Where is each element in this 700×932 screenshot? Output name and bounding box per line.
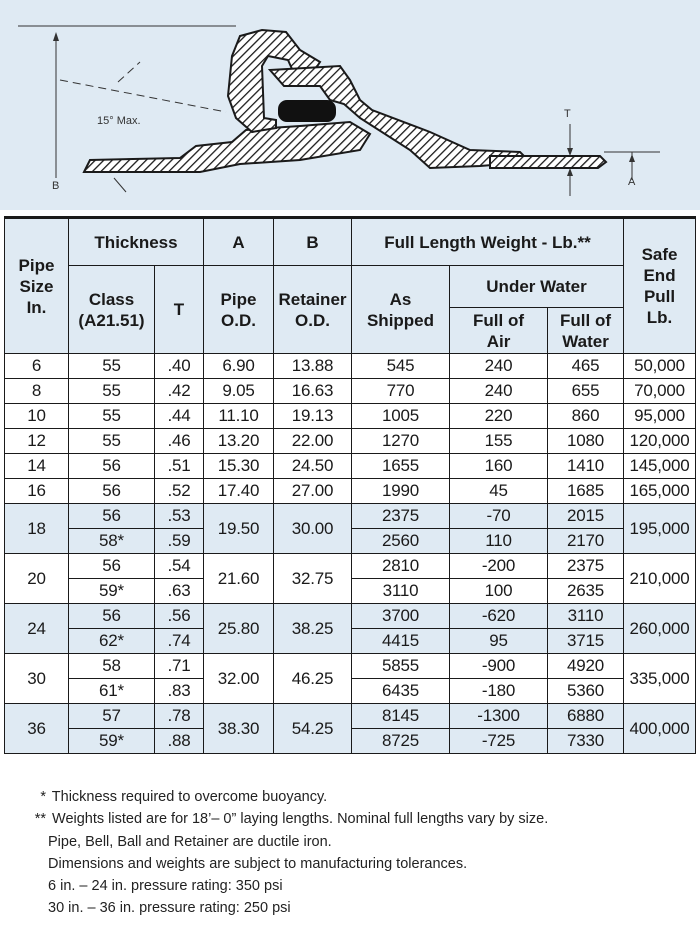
- cell-as-shipped: 2375: [352, 504, 450, 529]
- cell-full-of-air: -180: [450, 679, 548, 704]
- cell-full-of-water: 5360: [548, 679, 624, 704]
- table-row: [5, 404, 696, 429]
- cell-class: 56: [69, 604, 155, 629]
- cell-as-shipped: 1655: [352, 454, 450, 479]
- cell-t: .83: [155, 679, 204, 704]
- cell-class: 56: [69, 554, 155, 579]
- cell-as-shipped: 6435: [352, 679, 450, 704]
- cell-as-shipped: 8145: [352, 704, 450, 729]
- header-t: T: [155, 266, 204, 354]
- table-row: [5, 479, 696, 504]
- cell-pipe-od: 6.90: [204, 354, 274, 379]
- cell-class: 56: [69, 479, 155, 504]
- cell-pipe-od: 13.20: [204, 429, 274, 454]
- table-row: [5, 354, 696, 379]
- cell-pipe-size: 36: [5, 704, 69, 754]
- cell-class: 56: [69, 504, 155, 529]
- cell-safe-end-pull: 120,000: [624, 429, 696, 454]
- table-row: [5, 554, 696, 579]
- header-thickness: Thickness: [69, 218, 204, 266]
- table-header: [5, 218, 696, 354]
- cell-full-of-air: 155: [450, 429, 548, 454]
- cell-full-of-air: 240: [450, 379, 548, 404]
- cell-safe-end-pull: 95,000: [624, 404, 696, 429]
- header-pipe-size: Pipe Size In.: [5, 218, 69, 354]
- cell-t: .52: [155, 479, 204, 504]
- cell-pipe-size: 30: [5, 654, 69, 704]
- cell-as-shipped: 1990: [352, 479, 450, 504]
- cell-as-shipped: 545: [352, 354, 450, 379]
- cell-t: .63: [155, 579, 204, 604]
- header-as-shipped: As Shipped: [352, 266, 450, 354]
- cell-retainer-od: 30.00: [274, 504, 352, 554]
- cell-full-of-water: 1685: [548, 479, 624, 504]
- cell-full-of-water: 7330: [548, 729, 624, 754]
- cell-t: .46: [155, 429, 204, 454]
- cell-t: .71: [155, 654, 204, 679]
- cell-pipe-size: 10: [5, 404, 69, 429]
- cell-full-of-water: 4920: [548, 654, 624, 679]
- cell-pipe-od: 19.50: [204, 504, 274, 554]
- cell-full-of-air: 160: [450, 454, 548, 479]
- cell-class: 58*: [69, 529, 155, 554]
- table-row: [5, 454, 696, 479]
- cell-pipe-od: 11.10: [204, 404, 274, 429]
- cell-retainer-od: 19.13: [274, 404, 352, 429]
- cell-retainer-od: 27.00: [274, 479, 352, 504]
- cell-safe-end-pull: 400,000: [624, 704, 696, 754]
- cell-pipe-od: 32.00: [204, 654, 274, 704]
- table-row: [5, 504, 696, 529]
- dimension-b-label: B: [52, 180, 60, 192]
- cell-as-shipped: 2560: [352, 529, 450, 554]
- cell-pipe-size: 20: [5, 554, 69, 604]
- cell-class: 56: [69, 454, 155, 479]
- cell-as-shipped: 770: [352, 379, 450, 404]
- header-retainer-od: Retainer O.D.: [274, 266, 352, 354]
- cell-class: 55: [69, 379, 155, 404]
- cell-as-shipped: 2810: [352, 554, 450, 579]
- cell-safe-end-pull: 195,000: [624, 504, 696, 554]
- table-body: [5, 354, 696, 754]
- footnote-2-mark: **: [34, 811, 46, 828]
- table-row: [5, 604, 696, 629]
- cell-full-of-water: 6880: [548, 704, 624, 729]
- cell-t: .51: [155, 454, 204, 479]
- cell-full-of-air: 110: [450, 529, 548, 554]
- cell-pipe-size: 12: [5, 429, 69, 454]
- cell-t: .54: [155, 554, 204, 579]
- cell-as-shipped: 3110: [352, 579, 450, 604]
- cell-retainer-od: 54.25: [274, 704, 352, 754]
- header-b: B: [274, 218, 352, 266]
- table-row: [5, 379, 696, 404]
- cell-retainer-od: 24.50: [274, 454, 352, 479]
- cell-full-of-water: 1410: [548, 454, 624, 479]
- table-row: [5, 704, 696, 729]
- header-full-of-air: Full of Air: [450, 308, 548, 354]
- cell-full-of-water: 3715: [548, 629, 624, 654]
- footnotes: [20, 786, 548, 920]
- cell-retainer-od: 13.88: [274, 354, 352, 379]
- dimension-t-label: T: [564, 108, 571, 120]
- footnote-2-text: Weights listed are for 18’– 0” laying lengths. Nominal full lengths vary by size.: [52, 811, 549, 828]
- cell-retainer-od: 46.25: [274, 654, 352, 704]
- cell-full-of-water: 2015: [548, 504, 624, 529]
- cell-full-of-water: 2170: [548, 529, 624, 554]
- cell-class: 58: [69, 654, 155, 679]
- cell-full-of-water: 860: [548, 404, 624, 429]
- cell-safe-end-pull: 335,000: [624, 654, 696, 704]
- cell-class: 55: [69, 354, 155, 379]
- header-pipe-od: Pipe O.D.: [204, 266, 274, 354]
- gasket-shape: [278, 100, 336, 122]
- cell-t: .74: [155, 629, 204, 654]
- header-under-water: Under Water: [450, 266, 624, 308]
- note-line: [20, 875, 548, 897]
- footnote-1-text: Thickness required to overcome buoyancy.: [51, 789, 328, 805]
- cell-full-of-air: 220: [450, 404, 548, 429]
- cell-class: 61*: [69, 679, 155, 704]
- cell-class: 59*: [69, 579, 155, 604]
- note-line-text: Dimensions and weights are subject to manufacturing tolerances.: [48, 855, 468, 872]
- header-a: A: [204, 218, 274, 266]
- note-line-text: Pipe, Bell, Ball and Retainer are ductile iron.: [48, 833, 332, 850]
- cell-full-of-water: 655: [548, 379, 624, 404]
- cell-safe-end-pull: 210,000: [624, 554, 696, 604]
- cell-full-of-air: -620: [450, 604, 548, 629]
- cell-class: 55: [69, 429, 155, 454]
- cell-full-of-water: 2375: [548, 554, 624, 579]
- cell-pipe-od: 25.80: [204, 604, 274, 654]
- header-full-length-weight: Full Length Weight - Lb.**: [352, 218, 624, 266]
- cell-safe-end-pull: 165,000: [624, 479, 696, 504]
- cell-full-of-air: 100: [450, 579, 548, 604]
- header-class: Class (A21.51): [69, 266, 155, 354]
- cell-retainer-od: 16.63: [274, 379, 352, 404]
- joint-diagram: [0, 0, 700, 210]
- cell-safe-end-pull: 50,000: [624, 354, 696, 379]
- note-line: [20, 853, 548, 875]
- cell-pipe-size: 14: [5, 454, 69, 479]
- cell-pipe-size: 8: [5, 379, 69, 404]
- cell-retainer-od: 22.00: [274, 429, 352, 454]
- cell-pipe-od: 38.30: [204, 704, 274, 754]
- cell-full-of-air: -900: [450, 654, 548, 679]
- cell-pipe-od: 15.30: [204, 454, 274, 479]
- cell-full-of-water: 465: [548, 354, 624, 379]
- cell-pipe-size: 18: [5, 504, 69, 554]
- header-full-of-water: Full of Water: [548, 308, 624, 354]
- cell-class: 57: [69, 704, 155, 729]
- cell-class: 55: [69, 404, 155, 429]
- cell-t: .42: [155, 379, 204, 404]
- angle-label: 15° Max.: [97, 115, 141, 127]
- header-safe-end-pull: Safe End Pull Lb.: [624, 218, 696, 354]
- cell-as-shipped: 1005: [352, 404, 450, 429]
- cell-class: 62*: [69, 629, 155, 654]
- cell-full-of-water: 3110: [548, 604, 624, 629]
- cell-safe-end-pull: 260,000: [624, 604, 696, 654]
- cell-full-of-air: -725: [450, 729, 548, 754]
- cell-as-shipped: 4415: [352, 629, 450, 654]
- cell-t: .88: [155, 729, 204, 754]
- cell-safe-end-pull: 70,000: [624, 379, 696, 404]
- pipe-spec-table: [4, 216, 696, 754]
- cell-t: .78: [155, 704, 204, 729]
- cell-full-of-air: 45: [450, 479, 548, 504]
- table-row: [5, 429, 696, 454]
- cell-full-of-air: -200: [450, 554, 548, 579]
- cell-pipe-size: 24: [5, 604, 69, 654]
- cell-retainer-od: 38.25: [274, 604, 352, 654]
- cell-class: 59*: [69, 729, 155, 754]
- cell-as-shipped: 1270: [352, 429, 450, 454]
- cell-t: .56: [155, 604, 204, 629]
- cell-pipe-od: 21.60: [204, 554, 274, 604]
- cell-full-of-water: 2635: [548, 579, 624, 604]
- cell-full-of-air: -1300: [450, 704, 548, 729]
- note-line: [20, 897, 548, 919]
- cell-pipe-od: 17.40: [204, 479, 274, 504]
- cell-full-of-air: -70: [450, 504, 548, 529]
- cell-t: .59: [155, 529, 204, 554]
- footnote-1-mark: *: [40, 789, 46, 805]
- joint-cross-section-drawing: [0, 0, 700, 210]
- cell-safe-end-pull: 145,000: [624, 454, 696, 479]
- cell-full-of-air: 240: [450, 354, 548, 379]
- cell-t: .40: [155, 354, 204, 379]
- cell-full-of-water: 1080: [548, 429, 624, 454]
- cell-retainer-od: 32.75: [274, 554, 352, 604]
- dimension-a-label: A: [628, 176, 636, 188]
- cell-pipe-od: 9.05: [204, 379, 274, 404]
- cell-t: .44: [155, 404, 204, 429]
- cell-as-shipped: 5855: [352, 654, 450, 679]
- footnote-1: [20, 786, 548, 808]
- cell-as-shipped: 8725: [352, 729, 450, 754]
- note-line-text: 30 in. – 36 in. pressure rating: 250 psi: [48, 900, 291, 917]
- cell-full-of-air: 95: [450, 629, 548, 654]
- footnote-2: [20, 808, 548, 830]
- table-row: [5, 654, 696, 679]
- note-line: [20, 831, 548, 853]
- cell-as-shipped: 3700: [352, 604, 450, 629]
- cell-pipe-size: 16: [5, 479, 69, 504]
- cell-t: .53: [155, 504, 204, 529]
- cell-pipe-size: 6: [5, 354, 69, 379]
- note-line-text: 6 in. – 24 in. pressure rating: 350 psi: [48, 878, 283, 895]
